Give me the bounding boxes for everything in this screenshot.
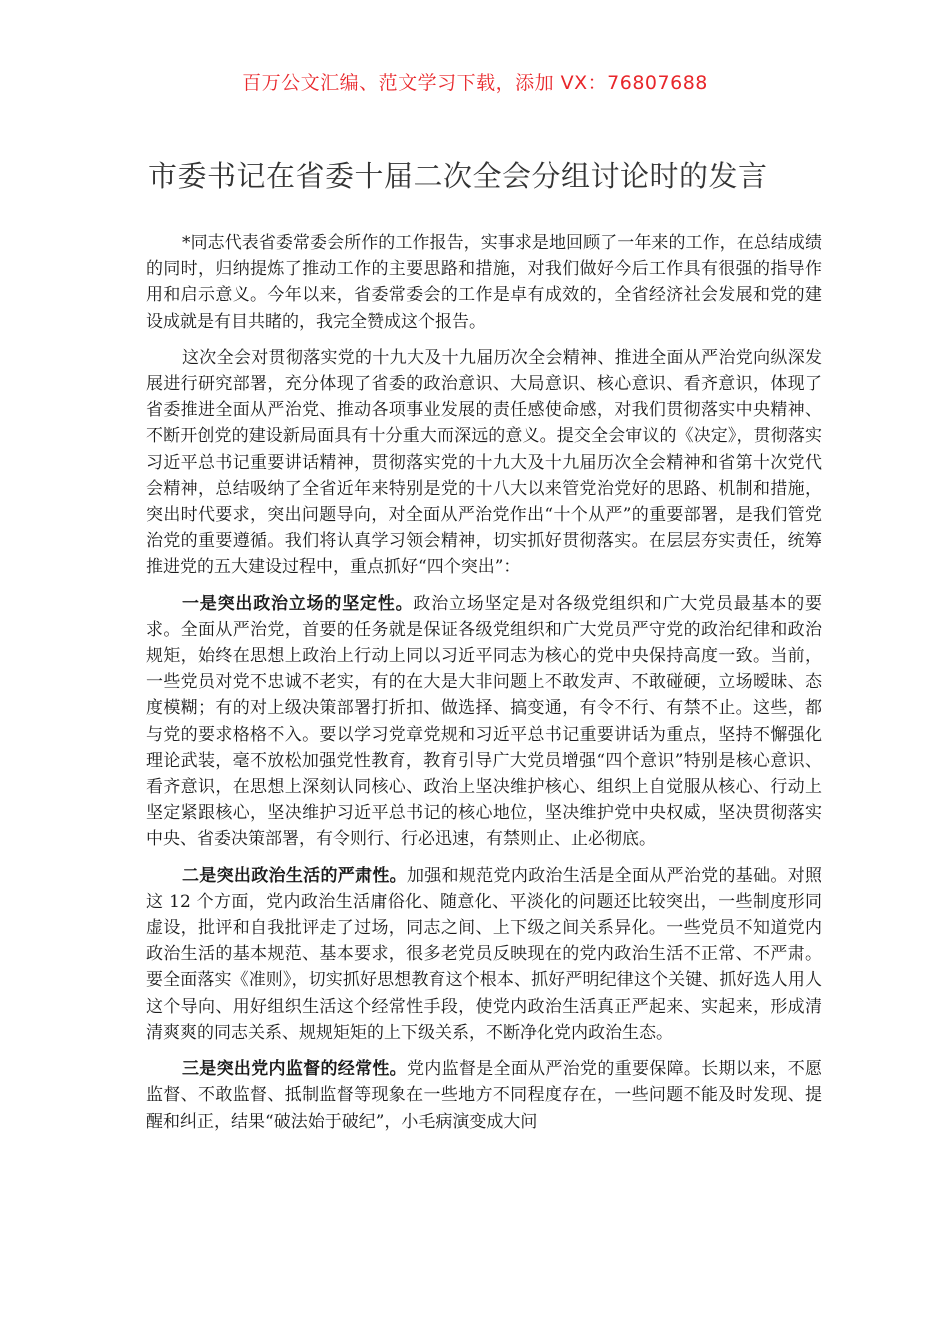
header-watermark-note: 百万公文汇编、范文学习下载，添加 VX：76807688 bbox=[242, 72, 708, 94]
paragraph-lead: 三是突出党内监督的经常性。 bbox=[182, 1059, 407, 1080]
paragraph-2 bbox=[146, 345, 822, 581]
paragraph-5 bbox=[146, 1056, 822, 1135]
paragraph-lead: 一是突出政治立场的坚定性。 bbox=[182, 593, 414, 614]
paragraph-text: 政治立场坚定是对各级党组织和广大党员最基本的要求。全面从严治党，首要的任务就是保证各级党组织和广大党员严守党的政治纪律和政治规矩，始终在思想上政治上行动上同以习近平同志为核心的党中央保持高度一致。当前，一些党员对党不忠诚不老实，有的在大是大非问题上不敢发声、不敢碰硬，立场暧昧、态度模糊；有的对上级决策部署打折扣、做选择、搞变通，有令不行、有禁不止。这些，都与党的要求格格不入。要以学习党章党规和习近平总书记重要讲话为重点，坚持不懈强化理论武装，毫不放松加强党性教育，教育引导广大党员增强“四个意识”特别是核心意识、看齐意识，在思想上深刻认同核心、政治上坚决维护核心、组织上自觉服从核心、行动上坚定紧跟核心，坚决维护习近平总书记的核心地位，坚决维护党中央权威，坚决贯彻落实中央、省委决策部署，有令则行、行必迅速，有禁则止、止必彻底。 bbox=[146, 593, 823, 850]
paragraph-lead: 二是突出政治生活的严肃性。 bbox=[182, 865, 407, 886]
page-title: 市委书记在省委十届二次全会分组讨论时的发言 bbox=[148, 159, 768, 193]
paragraph-text: 加强和规范党内政治生活是全面从严治党的基础。对照这 12 个方面，党内政治生活庸俗化、随意化、平淡化的问题还比较突出，一些制度形同虚设，批评和自我批评走了过场，同志之间、上下级之间关系异化。一些党员不知道党内政治生活的基本规范、基本要求，很多老党员反映现在的党内政治生活不正常、不严肃。要全面落实《准则》，切实抓好思想教育这个根本、抓好严明纪律这个关键、抓好选人用人这个导向、用好组织生活这个经常性手段，使党内政治生活真正严起来、实起来，形成清清爽爽的同志关系、规规矩矩的上下级关系，不断净化党内政治生态。 bbox=[146, 865, 823, 1043]
paragraph-text: 这次全会对贯彻落实党的十九大及十九届历次全会精神、推进全面从严治党向纵深发展进行研究部署，充分体现了省委的政治意识、大局意识、核心意识、看齐意识，体现了省委推进全面从严治党、推动各项事业发展的责任感使命感，对我们贯彻落实中央精神、不断开创党的建设新局面具有十分重大而深远的意义。提交全会审议的《决定》，贯彻落实习近平总书记重要讲话精神，贯彻落实党的十九大及十九届历次全会精神和省第十次党代会精神，总结吸纳了全省近年来特别是党的十八大以来管党治党好的思路、机制和措施，突出时代要求，突出问题导向，对全面从严治党作出“十个从严”的重要部署，是我们管党治党的重要遵循。我们将认真学习领会精神，切实抓好贯彻落实。在层层夯实责任，统筹推进党的五大建设过程中，重点抓好“四个突出”： bbox=[146, 347, 822, 578]
paragraph-text: *同志代表省委常委会所作的工作报告，实事求是地回顾了一年来的工作，在总结成绩的同时，归纳提炼了推动工作的主要思路和措施，对我们做好今后工作具有很强的指导作用和启示意义。今年以来，省委常委会的工作是卓有成效的，全省经济社会发展和党的建设成就是有目共睹的，我完全赞成这个报告。 bbox=[146, 233, 822, 332]
paragraph-text: 党内监督是全面从严治党的重要保障。长期以来，不愿监督、不敢监督、抵制监督等现象在一些地方不同程度存在，一些问题不能及时发现、提醒和纠正，结果“破法始于破纪”，小毛病演变成大问 bbox=[146, 1059, 823, 1132]
paragraph-1 bbox=[146, 230, 822, 335]
paragraph-4 bbox=[146, 863, 822, 1046]
paragraph-3 bbox=[146, 591, 822, 853]
document-body bbox=[146, 230, 822, 1145]
